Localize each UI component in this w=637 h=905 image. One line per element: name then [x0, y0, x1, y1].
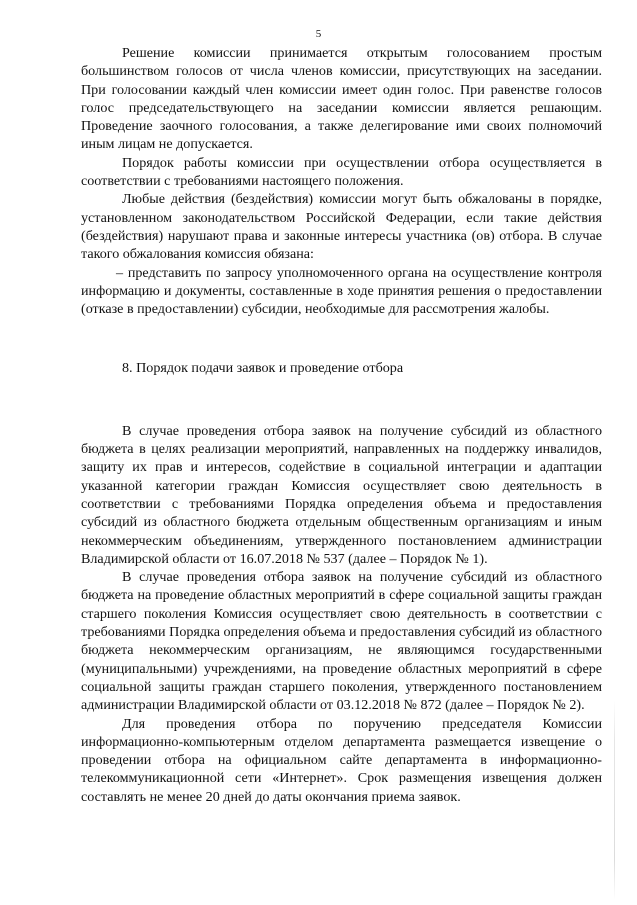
paragraph-order-2: В случае проведения отбора заявок на получение субсидий из областного бюджета на проведение областных мероприятий в сфере социальной защиты граждан старшего поколения Комиссия осуществляет свою деятельность в соответствии с требованиями Порядка определения объема и предоставления субсидий из областного бюджета некоммерческим организациям, не являющимся государственными (муниципальными) учреждениями, на проведение областных мероприятий в сфере социальной защиты граждан старшего поколения, утвержденного постановлением администрации Владимирской области от 03.12.2018 № 872 (далее – Порядок № 2).	[81, 569, 602, 714]
list-item-provide-documents: – представить по запросу уполномоченного органа на осуществление контроля информацию и документы, составленные в ходе принятия решения о предоставлении (отказе в предоставлении) субсидии, необходимые для рассмотрения жалобы.	[81, 264, 602, 318]
paragraph-appeal: Любые действия (бездействия) комиссии могут быть обжалованы в порядке, установленном законодательством Российской Федерации, если такие действия (бездействия) нарушают права и законные интересы участника (ов) отбора. В случае такого обжалования комиссия обязана:	[81, 191, 602, 263]
paragraph-commission-procedure: Порядок работы комиссии при осуществлении отбора осуществляется в соответствии с требованиями настоящего положения.	[81, 154, 602, 190]
page-number: 5	[315, 28, 322, 40]
spacer	[81, 378, 602, 422]
paragraph-commission-voting: Решение комиссии принимается открытым голосованием простым большинством голосов от числа членов комиссии, присутствующих на заседании. При голосовании каждый член комиссии имеет один голос. При равенстве голосов голос председательствующего на заседании комиссии является решающим. Проведение заочного голосования, а также делегирование ими своих полномочий иным лицам не допускается.	[81, 45, 602, 153]
paragraph-notice-publication: Для проведения отбора по поручению председателя Комиссии информационно-компьютерным отделом департамента размещается извещение о проведении отбора на официальном сайте департамента в информационно-телекоммуникационной сети «Интернет». Срок размещения извещения должен составлять не менее 20 дней до даты окончания приема заявок.	[81, 715, 602, 805]
spacer	[81, 318, 602, 359]
section-heading: 8. Порядок подачи заявок и проведение отбора	[122, 360, 404, 377]
document-body	[81, 44, 602, 806]
scan-edge-line	[614, 700, 615, 900]
paragraph-order-1: В случае проведения отбора заявок на получение субсидий из областного бюджета в целях реализации мероприятий, направленных на поддержку инвалидов, защиту их прав и интересов, содействие в социальной интеграции и адаптации указанной категории граждан Комиссия осуществляет свою деятельность в соответствии с требованиями Порядка определения объема и предоставления субсидий из областного бюджета отдельным общественным организациям и иным некоммерческим объединениям, утвержденного постановлением администрации Владимирской области от 16.07.2018 № 537 (далее – Порядок № 1).	[81, 422, 602, 567]
